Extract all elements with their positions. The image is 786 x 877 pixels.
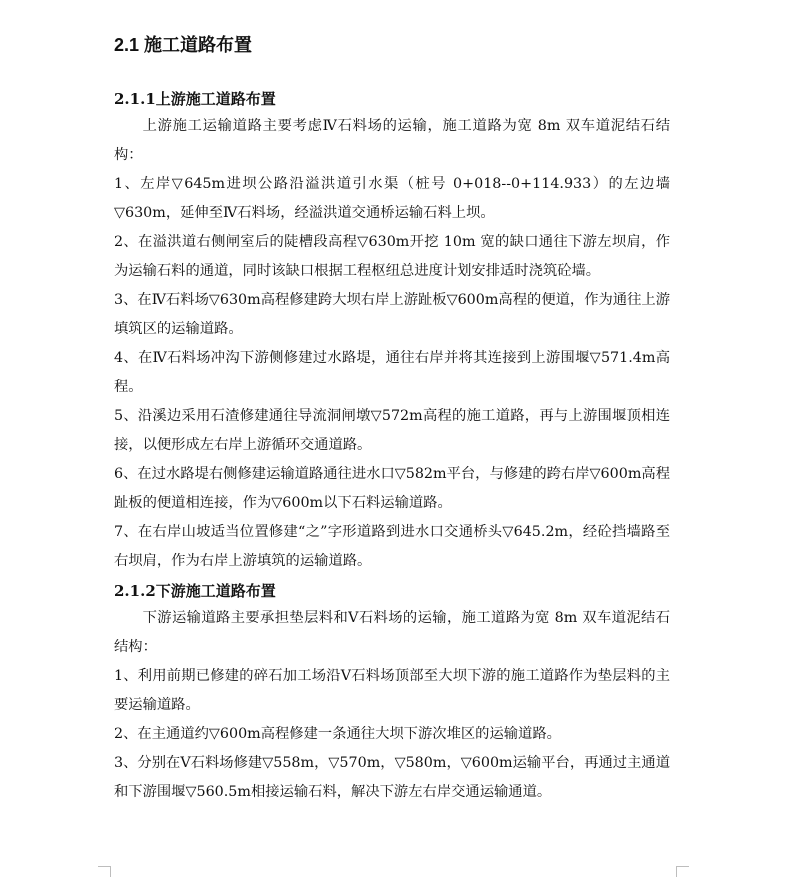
section-title: 2.1 施工道路布置 (114, 35, 253, 55)
upstream-heading: 2.1.1上游施工道路布置 (114, 90, 276, 108)
downstream-heading: 2.1.2下游施工道路布置 (114, 582, 276, 600)
upstream-intro: 上游施工运输道路主要考虑Ⅳ石料场的运输，施工道路为宽 8m 双车道泥结石结构： (114, 118, 670, 163)
upstream-item-6: 6、在过水路堤右侧修建运输道路通往进水口▽582m平台，与修建的跨右岸▽600m高程趾板的便道相连接，作为▽600m以下石料运输道路。 (114, 466, 670, 511)
upstream-item-4: 4、在Ⅳ石料场冲沟下游侧修建过水路堤，通往右岸并将其连接到上游围堰▽571.4m高程。 (114, 350, 670, 395)
upstream-item-1: 1、左岸▽645m进坝公路沿溢洪道引水渠（桩号 0+018--0+114.933）的左边墙▽630m，延伸至Ⅳ石料场，经溢洪道交通桥运输石料上坝。 (114, 176, 670, 221)
downstream-item-1: 1、利用前期已修建的碎石加工场沿Ⅴ石料场顶部至大坝下游的施工道路作为垫层料的主要运输道路。 (114, 668, 670, 713)
page-corner-mark-right (676, 866, 689, 877)
document-body (114, 30, 670, 807)
upstream-item-7: 7、在右岸山坡适当位置修建“之”字形道路到进水口交通桥头▽645.2m，经砼挡墙路至右坝肩，作为右岸上游填筑的运输道路。 (114, 524, 670, 569)
downstream-item-2: 2、在主通道约▽600m高程修建一条通往大坝下游次堆区的运输道路。 (114, 726, 561, 742)
upstream-item-3: 3、在Ⅳ石料场▽630m高程修建跨大坝右岸上游趾板▽600m高程的便道，作为通往上游填筑区的运输道路。 (114, 292, 670, 337)
upstream-item-5: 5、沿溪边采用石渣修建通往导流洞闸墩▽572m高程的施工道路，再与上游围堰顶相连接，以便形成左右岸上游循环交通道路。 (114, 408, 670, 453)
upstream-item-2: 2、在溢洪道右侧闸室后的陡槽段高程▽630m开挖 10m 宽的缺口通往下游左坝肩，作为运输石料的通道，同时该缺口根据工程枢纽总进度计划安排适时浇筑砼墙。 (114, 234, 670, 279)
page-corner-mark-left (98, 866, 111, 877)
downstream-item-3: 3、分别在Ⅴ石料场修建▽558m，▽570m，▽580m，▽600m运输平台，再通过主通道和下游围堰▽560.5m相接运输石料，解决下游左右岸交通运输通道。 (114, 755, 670, 800)
downstream-intro: 下游运输道路主要承担垫层料和Ⅴ石料场的运输，施工道路为宽 8m 双车道泥结石结构： (114, 610, 670, 655)
